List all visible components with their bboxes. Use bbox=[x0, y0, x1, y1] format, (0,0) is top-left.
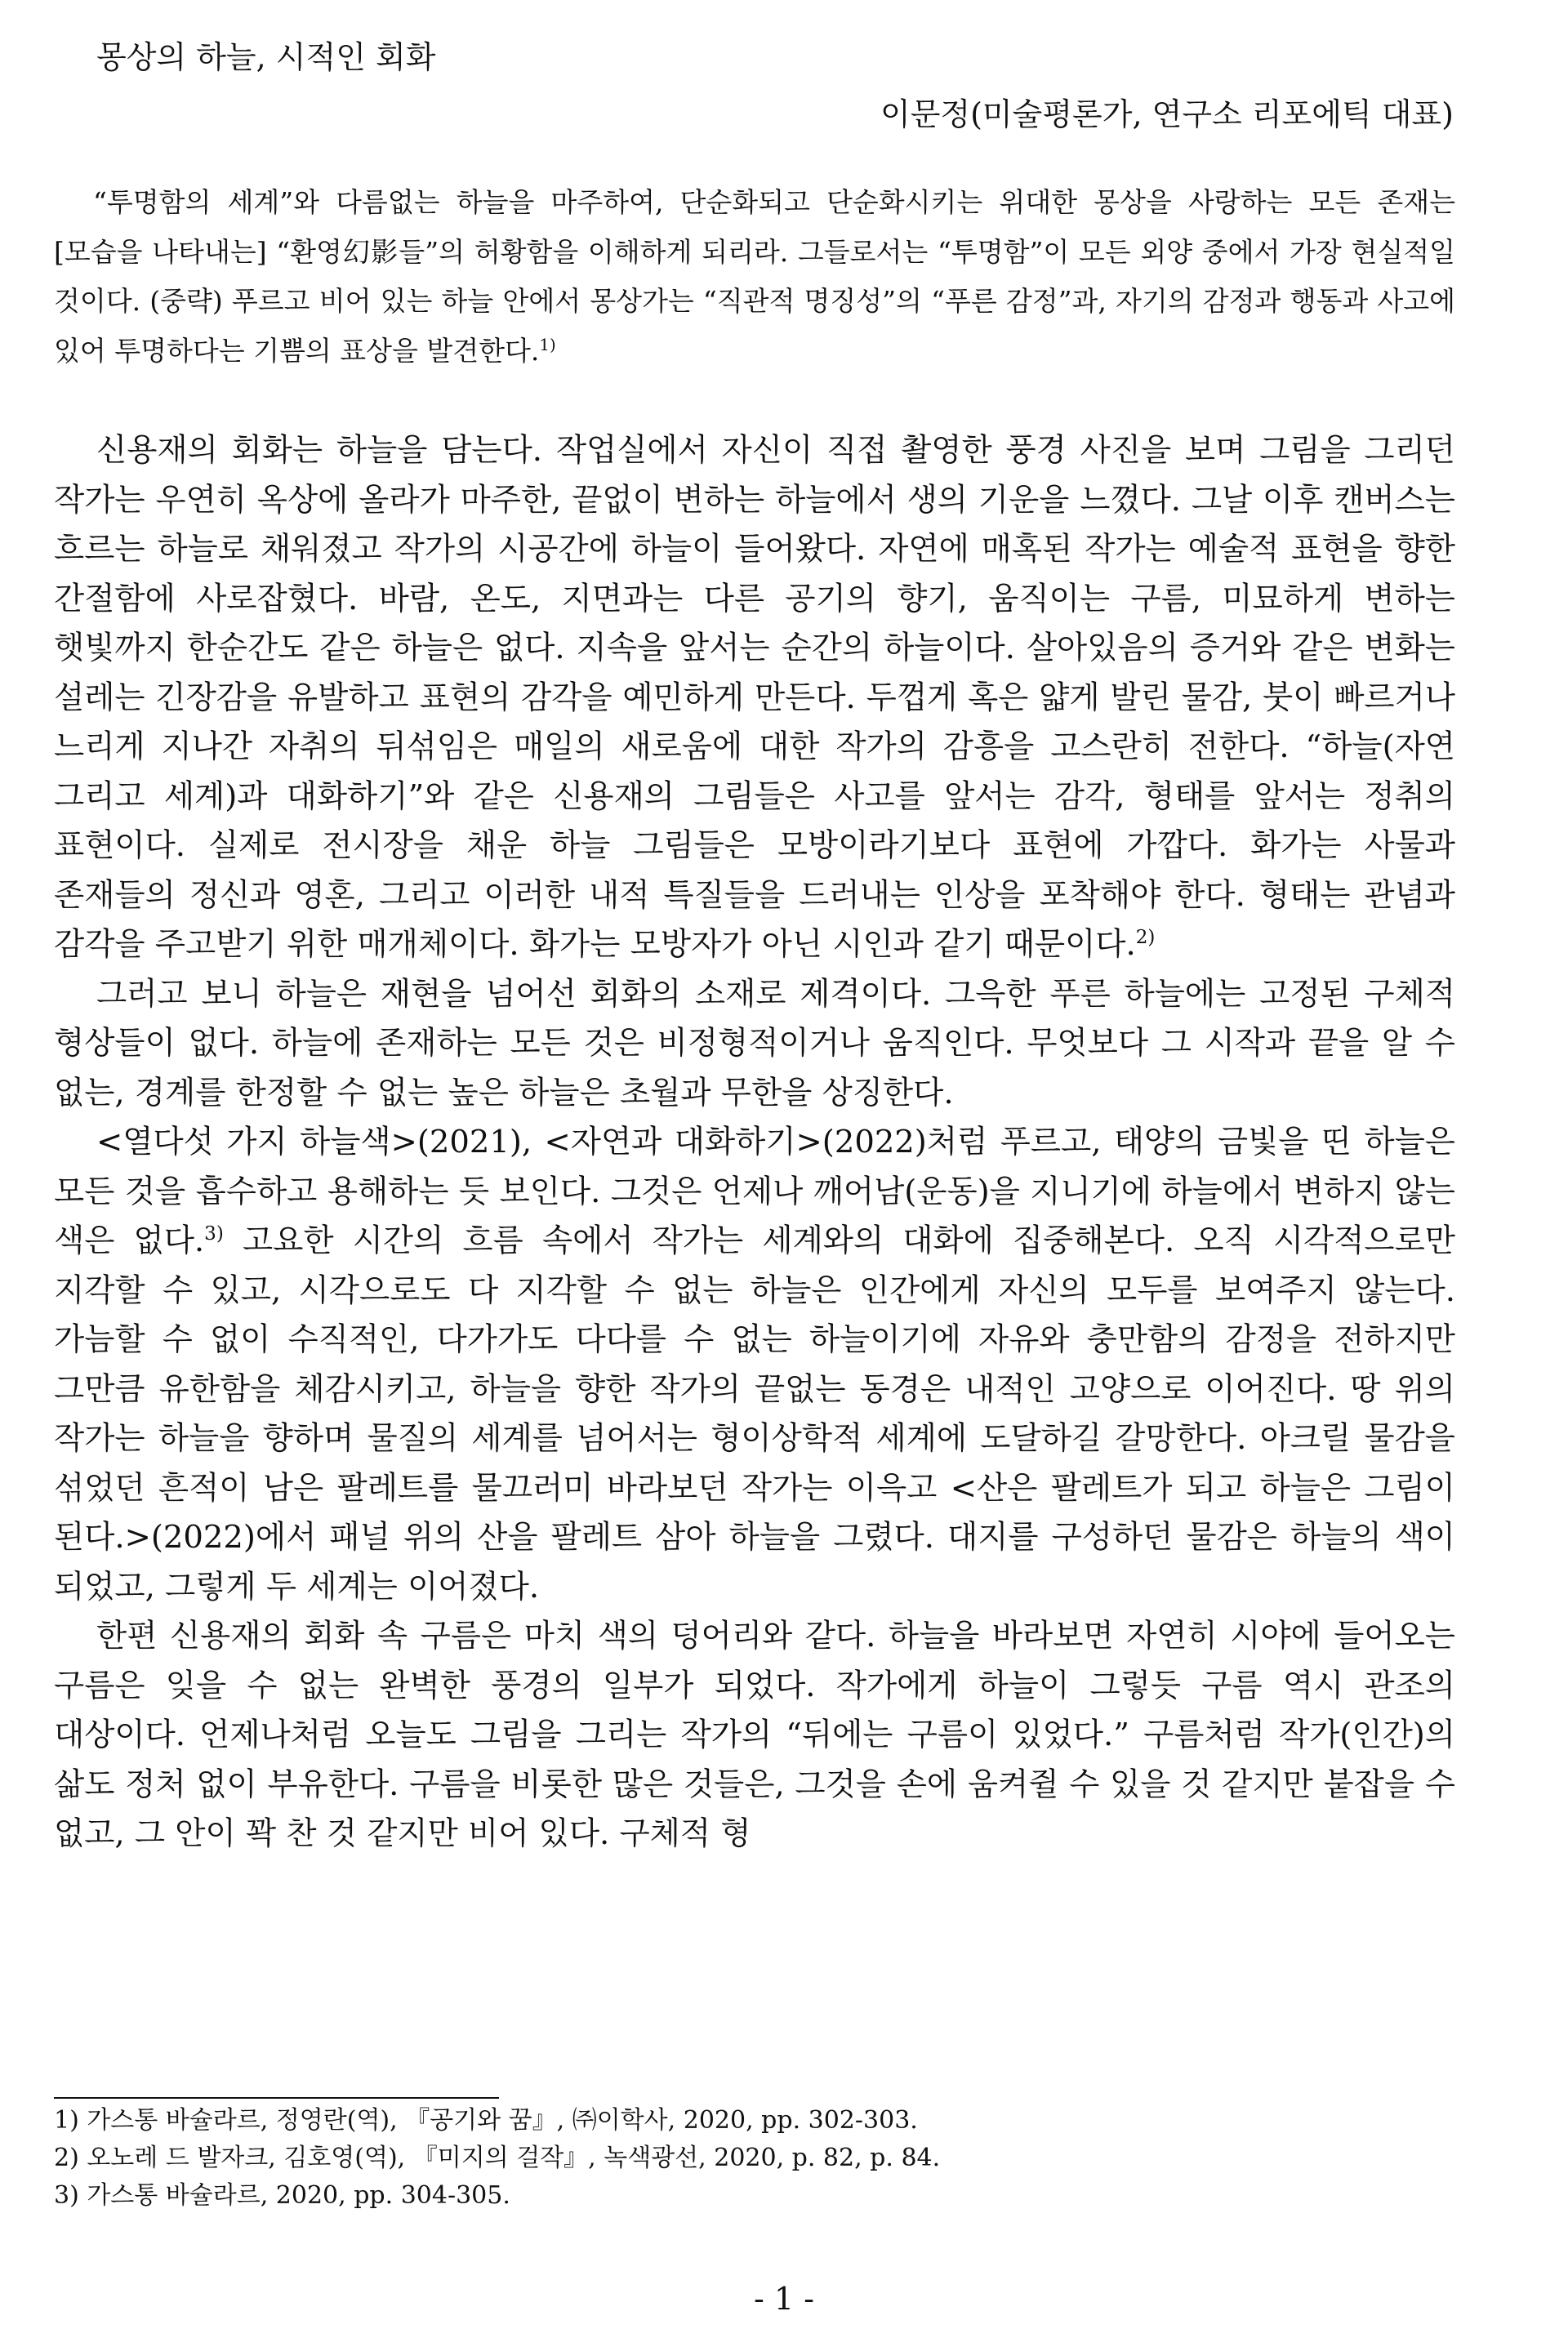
footnote-ref-2[interactable]: 2) bbox=[1135, 927, 1156, 949]
paragraph-text: 그러고 보니 하늘은 재현을 넘어선 회화의 소재로 제격이다. 그윽한 푸른 하늘에는 고정된 구체적 형상들이 없다. 하늘에 존재하는 모든 것은 비정형적이거나 움직인다. 무엇보다 그 시작과 끝을 알 수 없는, 경계를 한정할 수 없는 높은 하늘은 초월과 무한을 상징한다. bbox=[54, 975, 1455, 1111]
epigraph-text: “투명함의 세계”와 다름없는 하늘을 마주하여, 단순화되고 단순화시키는 위대한 몽상을 사랑하는 모든 존재는 [모습을 나타내는] “환영幻影들”의 허황함을 이해하게 되리라. 그들로서는 “투명함”이 모든 외양 중에서 가장 현실적일 것이다. (중략) 푸르고 비어 있는 하늘 안에서 몽상가는 “직관적 명징성”의 “푸른 감정”과, 자기의 감정과 행동과 사고에 있어 투명하다는 기쁨의 표상을 발견한다. bbox=[54, 186, 1455, 367]
body-text bbox=[54, 426, 1455, 1859]
paragraph-text: <열다섯 가지 하늘색>(2021), <자연과 대화하기>(2022)처럼 푸르고, 태양의 금빛을 띤 하늘은 모든 것을 흡수하고 용해하는 듯 보인다. 그것은 언제나 깨어남(운동)을 지니기에 하늘에서 변하지 않는 색은 없다. bbox=[54, 1124, 1455, 1259]
footnote-ref-1[interactable]: 1) bbox=[539, 335, 556, 354]
footnote-2: 2) 오노레 드 발자크, 김호영(역), 『미지의 걸작』, 녹색광선, 2020, p. 82, p. 84. bbox=[54, 2144, 941, 2172]
paragraph-3 bbox=[54, 1118, 1455, 1612]
paragraph-4 bbox=[54, 1612, 1455, 1859]
document-title: 몽상의 하늘, 시적인 회화 bbox=[96, 39, 436, 75]
paragraph-1 bbox=[54, 426, 1455, 970]
footnotes bbox=[54, 2102, 1455, 2215]
footnote-3: 3) 가스통 바슐라르, 2020, pp. 304-305. bbox=[54, 2181, 510, 2210]
author-line: 이문정(미술평론가, 연구소 리포에틱 대표) bbox=[880, 96, 1454, 132]
footnote-ref-3[interactable]: 3) bbox=[204, 1223, 224, 1245]
paragraph-text: 한편 신용재의 회화 속 구름은 마치 색의 덩어리와 같다. 하늘을 바라보면 자연히 시야에 들어오는 구름은 잊을 수 없는 완벽한 풍경의 일부가 되었다. 작가에게 하늘이 그렇듯 구름 역시 관조의 대상이다. 언제나처럼 오늘도 그림을 그리는 작가의 “뒤에는 구름이 있었다.” 구름처럼 작가(인간)의 삶도 정처 없이 부유한다. 구름을 비롯한 많은 것들은, 그것을 손에 움켜쥘 수 있을 것 같지만 붙잡을 수 없고, 그 안이 꽉 찬 것 같지만 비어 있다. 구체적 형 bbox=[54, 1618, 1455, 1852]
epigraph-quote bbox=[54, 178, 1455, 376]
page-number: - 1 - bbox=[753, 2281, 814, 2317]
paragraph-2 bbox=[54, 970, 1455, 1119]
paragraph-text: 신용재의 회화는 하늘을 담는다. 작업실에서 자신이 직접 촬영한 풍경 사진을 보며 그림을 그리던 작가는 우연히 옥상에 올라가 마주한, 끝없이 변하는 하늘에서 생의 기운을 느꼈다. 그날 이후 캔버스는 흐르는 하늘로 채워졌고 작가의 시공간에 하늘이 들어왔다. 자연에 매혹된 작가는 예술적 표현을 향한 간절함에 사로잡혔다. 바람, 온도, 지면과는 다른 공기의 향기, 움직이는 구름, 미묘하게 변하는 햇빛까지 한순간도 같은 하늘은 없다. 지속을 앞서는 순간의 하늘이다. 살아있음의 증거와 같은 변화는 설레는 긴장감을 유발하고 표현의 감각을 예민하게 만든다. 두껍게 혹은 얇게 발린 물감, 붓이 빠르거나 느리게 지나간 자취의 뒤섞임은 매일의 새로움에 대한 작가의 감흥을 고스란히 전한다. “하늘(자연 그리고 세계)과 대화하기”와 같은 신용재의 그림들은 사고를 앞서는 감각, 형태를 앞서는 정취의 표현이다. 실제로 전시장을 채운 하늘 그림들은 모방이라기보다 표현에 가깝다. 화가는 사물과 존재들의 정신과 영혼, 그리고 이러한 내적 특질들을 드러내는 인상을 포착해야 한다. 형태는 관념과 감각을 주고받기 위한 매개체이다. 화가는 모방자가 아닌 시인과 같기 때문이다. bbox=[54, 432, 1455, 963]
footnote-divider bbox=[54, 2097, 499, 2099]
footnote-1: 1) 가스통 바슐라르, 정영란(역), 『공기와 꿈』, ㈜이학사, 2020, pp. 302-303. bbox=[54, 2106, 918, 2135]
paragraph-text-continued: 고요한 시간의 흐름 속에서 작가는 세계와의 대화에 집중해본다. 오직 시각적으로만 지각할 수 있고, 시각으로도 다 지각할 수 없는 하늘은 인간에게 자신의 모두를 보여주지 않는다. 가늠할 수 없이 수직적인, 다가가도 다다를 수 없는 하늘이기에 자유와 충만함의 감정을 전하지만 그만큼 유한함을 체감시키고, 하늘을 향한 작가의 끝없는 동경은 내적인 고양으로 이어진다. 땅 위의 작가는 하늘을 향하며 물질의 세계를 넘어서는 형이상학적 세계에 도달하길 갈망한다. 아크릴 물감을 섞었던 흔적이 남은 팔레트를 물끄러미 바라보던 작가는 이윽고 <산은 팔레트가 되고 하늘은 그림이 된다.>(2022)에서 패널 위의 산을 팔레트 삼아 하늘을 그렸다. 대지를 구성하던 물감은 하늘의 색이 되었고, 그렇게 두 세계는 이어졌다. bbox=[54, 1222, 1455, 1605]
